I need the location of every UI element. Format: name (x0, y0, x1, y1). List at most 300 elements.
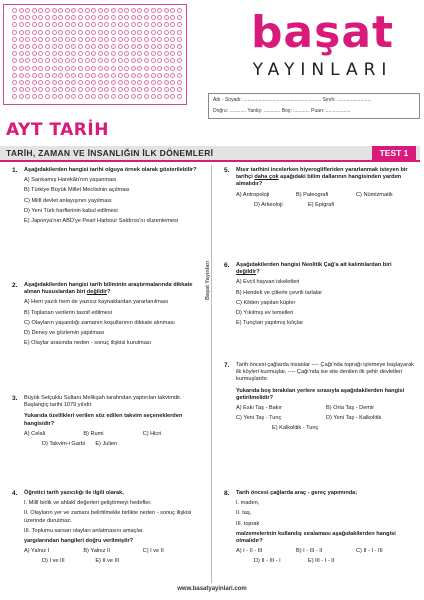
answer-bubble[interactable] (32, 66, 37, 71)
answer-bubble[interactable] (52, 22, 57, 27)
answer-bubble[interactable] (177, 73, 182, 78)
answer-bubble[interactable] (32, 73, 37, 78)
answer-bubble[interactable] (91, 37, 96, 42)
answer-bubble[interactable] (45, 37, 50, 42)
answer-bubble[interactable] (98, 15, 103, 20)
answer-bubble[interactable] (32, 22, 37, 27)
answer-bubble[interactable] (170, 44, 175, 49)
answer-bubble[interactable] (71, 30, 76, 35)
answer-bubble[interactable] (78, 51, 83, 56)
answer-bubble[interactable] (98, 58, 103, 63)
answer-bubble[interactable] (131, 22, 136, 27)
answer-bubble[interactable] (32, 87, 37, 92)
answer-bubble[interactable] (98, 66, 103, 71)
answer-bubble[interactable] (71, 37, 76, 42)
answer-bubble[interactable] (12, 37, 17, 42)
option-e[interactable]: E) Japonya'nın ABD'ye Pearl Harbour Saldırısı'nı düzenlemesi (24, 218, 179, 225)
answer-bubble[interactable] (98, 8, 103, 13)
answer-bubble[interactable] (58, 44, 63, 49)
answer-bubble[interactable] (111, 51, 116, 56)
answer-bubble[interactable] (157, 94, 162, 99)
answer-bubble[interactable] (52, 58, 57, 63)
answer-bubble[interactable] (65, 22, 70, 27)
answer-bubble[interactable] (170, 80, 175, 85)
answer-bubble[interactable] (58, 8, 63, 13)
option-e[interactable]: E) Julien (95, 441, 118, 448)
answer-bubble[interactable] (45, 73, 50, 78)
answer-bubble[interactable] (19, 44, 24, 49)
answer-bubble[interactable] (52, 37, 57, 42)
answer-bubble[interactable] (170, 8, 175, 13)
answer-bubble[interactable] (157, 73, 162, 78)
answer-bubble[interactable] (85, 8, 90, 13)
answer-bubble[interactable] (170, 37, 175, 42)
answer-bubble[interactable] (58, 30, 63, 35)
option-c[interactable]: C) II - I - III (356, 548, 383, 555)
answer-bubble[interactable] (25, 58, 30, 63)
answer-bubble[interactable] (164, 8, 169, 13)
answer-bubble[interactable] (144, 58, 149, 63)
answer-bubble[interactable] (45, 22, 50, 27)
answer-bubble[interactable] (164, 37, 169, 42)
answer-bubble[interactable] (12, 87, 17, 92)
answer-bubble[interactable] (38, 30, 43, 35)
answer-bubble[interactable] (78, 94, 83, 99)
answer-bubble[interactable] (91, 51, 96, 56)
answer-bubble[interactable] (12, 22, 17, 27)
answer-bubble[interactable] (65, 37, 70, 42)
answer-bubble[interactable] (71, 80, 76, 85)
answer-bubble[interactable] (19, 58, 24, 63)
answer-bubble[interactable] (170, 30, 175, 35)
answer-bubble[interactable] (38, 94, 43, 99)
option-e[interactable]: E) Tunçtan yapılmış kılıçlar (236, 320, 304, 327)
answer-bubble[interactable] (104, 15, 109, 20)
answer-bubble[interactable] (164, 30, 169, 35)
answer-bubble[interactable] (71, 8, 76, 13)
answer-bubble[interactable] (91, 66, 96, 71)
answer-bubble[interactable] (151, 58, 156, 63)
answer-bubble[interactable] (124, 22, 129, 27)
answer-bubble[interactable] (32, 37, 37, 42)
answer-bubble[interactable] (124, 15, 129, 20)
answer-bubble[interactable] (25, 8, 30, 13)
answer-bubble[interactable] (104, 30, 109, 35)
answer-bubble[interactable] (19, 73, 24, 78)
answer-bubble[interactable] (98, 94, 103, 99)
answer-bubble[interactable] (118, 15, 123, 20)
answer-bubble[interactable] (131, 8, 136, 13)
answer-bubble[interactable] (19, 15, 24, 20)
answer-bubble[interactable] (137, 66, 142, 71)
answer-bubble[interactable] (151, 87, 156, 92)
answer-bubble[interactable] (25, 30, 30, 35)
answer-bubble[interactable] (78, 58, 83, 63)
answer-bubble[interactable] (104, 44, 109, 49)
answer-bubble[interactable] (85, 44, 90, 49)
answer-bubble[interactable] (19, 66, 24, 71)
answer-bubble[interactable] (118, 51, 123, 56)
answer-bubble[interactable] (45, 15, 50, 20)
option-b[interactable]: B) Türkiye Büyük Millet Meclisinin açılması (24, 187, 130, 194)
answer-bubble[interactable] (144, 51, 149, 56)
answer-bubble[interactable] (19, 37, 24, 42)
answer-bubble[interactable] (52, 30, 57, 35)
answer-bubble[interactable] (91, 30, 96, 35)
answer-bubble[interactable] (25, 73, 30, 78)
answer-bubble[interactable] (91, 87, 96, 92)
answer-bubble[interactable] (85, 94, 90, 99)
answer-bubble[interactable] (65, 8, 70, 13)
answer-bubble[interactable] (111, 37, 116, 42)
answer-bubble[interactable] (45, 51, 50, 56)
answer-bubble[interactable] (137, 94, 142, 99)
answer-bubble[interactable] (131, 66, 136, 71)
answer-bubble[interactable] (25, 22, 30, 27)
answer-bubble[interactable] (65, 87, 70, 92)
answer-bubble[interactable] (177, 15, 182, 20)
answer-bubble[interactable] (124, 44, 129, 49)
answer-bubble[interactable] (131, 44, 136, 49)
option-b[interactable]: B) Hendek ve çitlerle çevrili tarlalar (236, 289, 323, 296)
answer-bubble[interactable] (177, 80, 182, 85)
answer-bubble[interactable] (12, 51, 17, 56)
answer-bubble[interactable] (137, 87, 142, 92)
answer-bubble[interactable] (78, 15, 83, 20)
answer-bubble[interactable] (12, 15, 17, 20)
answer-bubble[interactable] (164, 94, 169, 99)
answer-bubble[interactable] (91, 58, 96, 63)
answer-bubble[interactable] (104, 94, 109, 99)
answer-bubble[interactable] (85, 58, 90, 63)
answer-bubble[interactable] (98, 22, 103, 27)
answer-bubble[interactable] (170, 94, 175, 99)
answer-bubble[interactable] (124, 37, 129, 42)
option-c[interactable]: C) Nümizmatik (356, 191, 393, 198)
answer-bubble[interactable] (25, 80, 30, 85)
answer-bubble[interactable] (164, 22, 169, 27)
answer-bubble[interactable] (91, 15, 96, 20)
answer-bubble[interactable] (65, 73, 70, 78)
answer-bubble[interactable] (157, 80, 162, 85)
answer-bubble[interactable] (52, 73, 57, 78)
answer-bubble[interactable] (157, 44, 162, 49)
option-a[interactable]: A) Yalnız I (24, 548, 50, 555)
answer-bubble[interactable] (170, 73, 175, 78)
answer-bubble[interactable] (137, 22, 142, 27)
answer-bubble[interactable] (78, 30, 83, 35)
answer-bubble[interactable] (104, 8, 109, 13)
option-e[interactable]: E) Epigrafi (308, 201, 335, 208)
answer-bubble[interactable] (25, 37, 30, 42)
answer-bubble[interactable] (78, 37, 83, 42)
answer-bubble[interactable] (71, 22, 76, 27)
answer-bubble[interactable] (124, 66, 129, 71)
answer-bubble[interactable] (118, 73, 123, 78)
answer-bubble[interactable] (151, 30, 156, 35)
answer-bubble[interactable] (25, 66, 30, 71)
answer-bubble[interactable] (118, 22, 123, 27)
answer-bubble[interactable] (91, 80, 96, 85)
answer-bubble[interactable] (45, 87, 50, 92)
answer-bubble[interactable] (164, 80, 169, 85)
answer-bubble[interactable] (170, 66, 175, 71)
answer-bubble[interactable] (170, 51, 175, 56)
answer-bubble[interactable] (32, 8, 37, 13)
answer-bubble[interactable] (12, 44, 17, 49)
answer-bubble[interactable] (58, 80, 63, 85)
answer-bubble[interactable] (38, 8, 43, 13)
answer-bubble[interactable] (111, 30, 116, 35)
answer-bubble[interactable] (85, 80, 90, 85)
answer-bubble[interactable] (137, 73, 142, 78)
answer-bubble[interactable] (144, 37, 149, 42)
answer-bubble[interactable] (137, 80, 142, 85)
answer-bubble[interactable] (124, 80, 129, 85)
answer-bubble[interactable] (38, 44, 43, 49)
answer-bubble[interactable] (65, 66, 70, 71)
answer-bubble[interactable] (52, 94, 57, 99)
answer-bubble[interactable] (144, 15, 149, 20)
answer-bubble[interactable] (71, 66, 76, 71)
answer-bubble[interactable] (118, 87, 123, 92)
answer-bubble[interactable] (177, 30, 182, 35)
option-e[interactable]: E) III - I - II (308, 558, 335, 565)
option-a[interactable]: A) Hem yazılı hem de yazısız kaynaklardan yararlanılması (24, 299, 169, 306)
option-a[interactable]: A) Eski Taş - Bakır (236, 405, 282, 412)
answer-bubble[interactable] (170, 87, 175, 92)
answer-bubble[interactable] (98, 51, 103, 56)
answer-bubble[interactable] (25, 15, 30, 20)
answer-bubble[interactable] (85, 22, 90, 27)
option-a[interactable]: A) Sarıkamış Harekâtı'nın yaşanması (24, 177, 117, 184)
answer-bubble[interactable] (137, 8, 142, 13)
answer-bubble[interactable] (91, 8, 96, 13)
answer-bubble[interactable] (170, 15, 175, 20)
option-d[interactable]: D) Yeni Türk harflerinin kabul edilmesi (24, 207, 118, 214)
answer-bubble[interactable] (177, 66, 182, 71)
answer-bubble[interactable] (78, 8, 83, 13)
answer-bubble[interactable] (118, 37, 123, 42)
answer-bubble[interactable] (32, 30, 37, 35)
option-a[interactable]: A) Antropoloji (236, 191, 270, 198)
answer-bubble[interactable] (32, 94, 37, 99)
answer-bubble[interactable] (144, 22, 149, 27)
answer-bubble[interactable] (118, 66, 123, 71)
answer-bubble[interactable] (58, 51, 63, 56)
answer-bubble[interactable] (91, 94, 96, 99)
answer-bubble[interactable] (52, 51, 57, 56)
option-c[interactable]: C) I ve II (142, 548, 164, 555)
answer-bubble[interactable] (45, 44, 50, 49)
answer-bubble[interactable] (131, 87, 136, 92)
answer-bubble[interactable] (78, 66, 83, 71)
answer-bubble[interactable] (111, 94, 116, 99)
answer-bubble[interactable] (45, 80, 50, 85)
answer-bubble[interactable] (131, 51, 136, 56)
answer-bubble[interactable] (157, 22, 162, 27)
answer-bubble[interactable] (144, 8, 149, 13)
answer-bubble[interactable] (38, 22, 43, 27)
answer-bubble[interactable] (58, 94, 63, 99)
answer-bubble[interactable] (157, 30, 162, 35)
answer-bubble[interactable] (98, 80, 103, 85)
option-b[interactable]: B) Toplanan verilerin tasnif edilmesi (24, 309, 112, 316)
answer-bubble[interactable] (177, 44, 182, 49)
answer-bubble[interactable] (71, 51, 76, 56)
answer-bubble[interactable] (164, 44, 169, 49)
answer-bubble[interactable] (104, 80, 109, 85)
answer-bubble[interactable] (124, 94, 129, 99)
answer-bubble[interactable] (177, 22, 182, 27)
answer-bubble[interactable] (124, 51, 129, 56)
answer-bubble[interactable] (111, 73, 116, 78)
option-d[interactable]: D) Yeni Taş - Kalkolitik (326, 415, 382, 422)
option-c[interactable]: C) Yeni Taş - Tunç (236, 415, 282, 422)
answer-bubble[interactable] (118, 80, 123, 85)
option-b[interactable]: B) Rumi (83, 430, 104, 437)
answer-bubble[interactable] (177, 37, 182, 42)
answer-bubble[interactable] (32, 44, 37, 49)
answer-bubble[interactable] (124, 58, 129, 63)
answer-bubble[interactable] (164, 51, 169, 56)
answer-bubble[interactable] (38, 80, 43, 85)
answer-bubble[interactable] (91, 44, 96, 49)
answer-bubble[interactable] (131, 58, 136, 63)
option-c[interactable]: C) Olayların yaşandığı zamanın koşullarının dikkate alınması (24, 319, 175, 326)
option-e[interactable]: E) Kalkolitik - Tunç (272, 425, 319, 432)
answer-bubble[interactable] (65, 94, 70, 99)
answer-bubble[interactable] (58, 73, 63, 78)
answer-bubble[interactable] (25, 87, 30, 92)
answer-bubble[interactable] (65, 44, 70, 49)
answer-bubble[interactable] (137, 15, 142, 20)
answer-bubble[interactable] (85, 30, 90, 35)
answer-bubble[interactable] (32, 58, 37, 63)
answer-bubble[interactable] (52, 8, 57, 13)
answer-bubble[interactable] (164, 66, 169, 71)
answer-bubble[interactable] (151, 51, 156, 56)
answer-bubble[interactable] (157, 58, 162, 63)
answer-bubble[interactable] (32, 15, 37, 20)
answer-bubble[interactable] (124, 30, 129, 35)
answer-bubble[interactable] (58, 87, 63, 92)
answer-bubble[interactable] (111, 8, 116, 13)
answer-bubble[interactable] (85, 37, 90, 42)
answer-bubble[interactable] (137, 30, 142, 35)
answer-bubble[interactable] (98, 37, 103, 42)
option-a[interactable]: A) Evcil hayvan iskeletleri (236, 279, 300, 286)
answer-bubble[interactable] (170, 22, 175, 27)
answer-bubble[interactable] (111, 66, 116, 71)
answer-bubble[interactable] (78, 22, 83, 27)
answer-bubble[interactable] (111, 58, 116, 63)
answer-bubble[interactable] (58, 58, 63, 63)
answer-bubble[interactable] (65, 15, 70, 20)
answer-bubble[interactable] (38, 66, 43, 71)
answer-bubble[interactable] (52, 87, 57, 92)
answer-bubble[interactable] (144, 94, 149, 99)
answer-bubble[interactable] (131, 80, 136, 85)
answer-bubble[interactable] (157, 66, 162, 71)
footer-url[interactable]: www.basatyayinlari.com (177, 586, 247, 592)
option-d[interactable]: D) Deney ve gözlemin yapılması (24, 330, 105, 337)
answer-bubble[interactable] (38, 58, 43, 63)
answer-bubble[interactable] (58, 15, 63, 20)
answer-bubble[interactable] (78, 87, 83, 92)
answer-bubble[interactable] (177, 58, 182, 63)
option-c[interactable]: C) Hicri (142, 430, 162, 437)
answer-bubble[interactable] (12, 73, 17, 78)
answer-bubble[interactable] (177, 51, 182, 56)
answer-bubble[interactable] (58, 66, 63, 71)
answer-bubble[interactable] (58, 22, 63, 27)
answer-bubble[interactable] (19, 22, 24, 27)
answer-bubble[interactable] (144, 66, 149, 71)
answer-bubble[interactable] (131, 73, 136, 78)
answer-bubble[interactable] (177, 8, 182, 13)
answer-bubble[interactable] (25, 94, 30, 99)
answer-bubble[interactable] (98, 30, 103, 35)
answer-bubble[interactable] (19, 80, 24, 85)
answer-bubble[interactable] (45, 58, 50, 63)
answer-bubble[interactable] (144, 30, 149, 35)
option-d[interactable]: D) Arkeoloji (254, 201, 283, 208)
option-d[interactable]: D) I ve III (42, 558, 65, 565)
answer-bubble[interactable] (12, 30, 17, 35)
option-a[interactable]: A) I - II - III (236, 548, 263, 555)
answer-bubble[interactable] (19, 94, 24, 99)
answer-bubble[interactable] (38, 15, 43, 20)
answer-bubble[interactable] (137, 51, 142, 56)
answer-bubble[interactable] (12, 58, 17, 63)
answer-bubble[interactable] (71, 94, 76, 99)
answer-bubble[interactable] (151, 94, 156, 99)
option-e[interactable]: E) Olaylar arasında neden - sonuç ilişkisi kurulması (24, 340, 152, 347)
answer-bubble[interactable] (170, 58, 175, 63)
answer-bubble[interactable] (52, 80, 57, 85)
answer-bubble[interactable] (164, 58, 169, 63)
answer-bubble[interactable] (85, 66, 90, 71)
answer-bubble[interactable] (111, 15, 116, 20)
answer-bubble[interactable] (137, 44, 142, 49)
answer-bubble[interactable] (151, 22, 156, 27)
option-b[interactable]: B) Yalnız II (83, 548, 111, 555)
answer-bubble[interactable] (85, 73, 90, 78)
answer-bubble[interactable] (12, 94, 17, 99)
answer-bubble[interactable] (71, 58, 76, 63)
option-b[interactable]: B) Paleografi (296, 191, 329, 198)
answer-bubble[interactable] (71, 15, 76, 20)
answer-bubble[interactable] (137, 37, 142, 42)
option-d[interactable]: D) Yıkılmış ev temelleri (236, 310, 294, 317)
answer-bubble[interactable] (151, 66, 156, 71)
answer-bubble[interactable] (118, 44, 123, 49)
answer-bubble[interactable] (104, 51, 109, 56)
answer-bubble[interactable] (45, 66, 50, 71)
answer-bubble[interactable] (98, 87, 103, 92)
answer-bubble[interactable] (85, 15, 90, 20)
answer-bubble[interactable] (137, 58, 142, 63)
answer-bubble[interactable] (25, 44, 30, 49)
option-a[interactable]: A) Celali (24, 430, 46, 437)
answer-bubble[interactable] (157, 37, 162, 42)
answer-bubble[interactable] (19, 87, 24, 92)
option-d[interactable]: D) Takvim-i Garbi (42, 441, 86, 448)
answer-bubble[interactable] (131, 30, 136, 35)
answer-bubble[interactable] (45, 30, 50, 35)
answer-bubble[interactable] (131, 37, 136, 42)
